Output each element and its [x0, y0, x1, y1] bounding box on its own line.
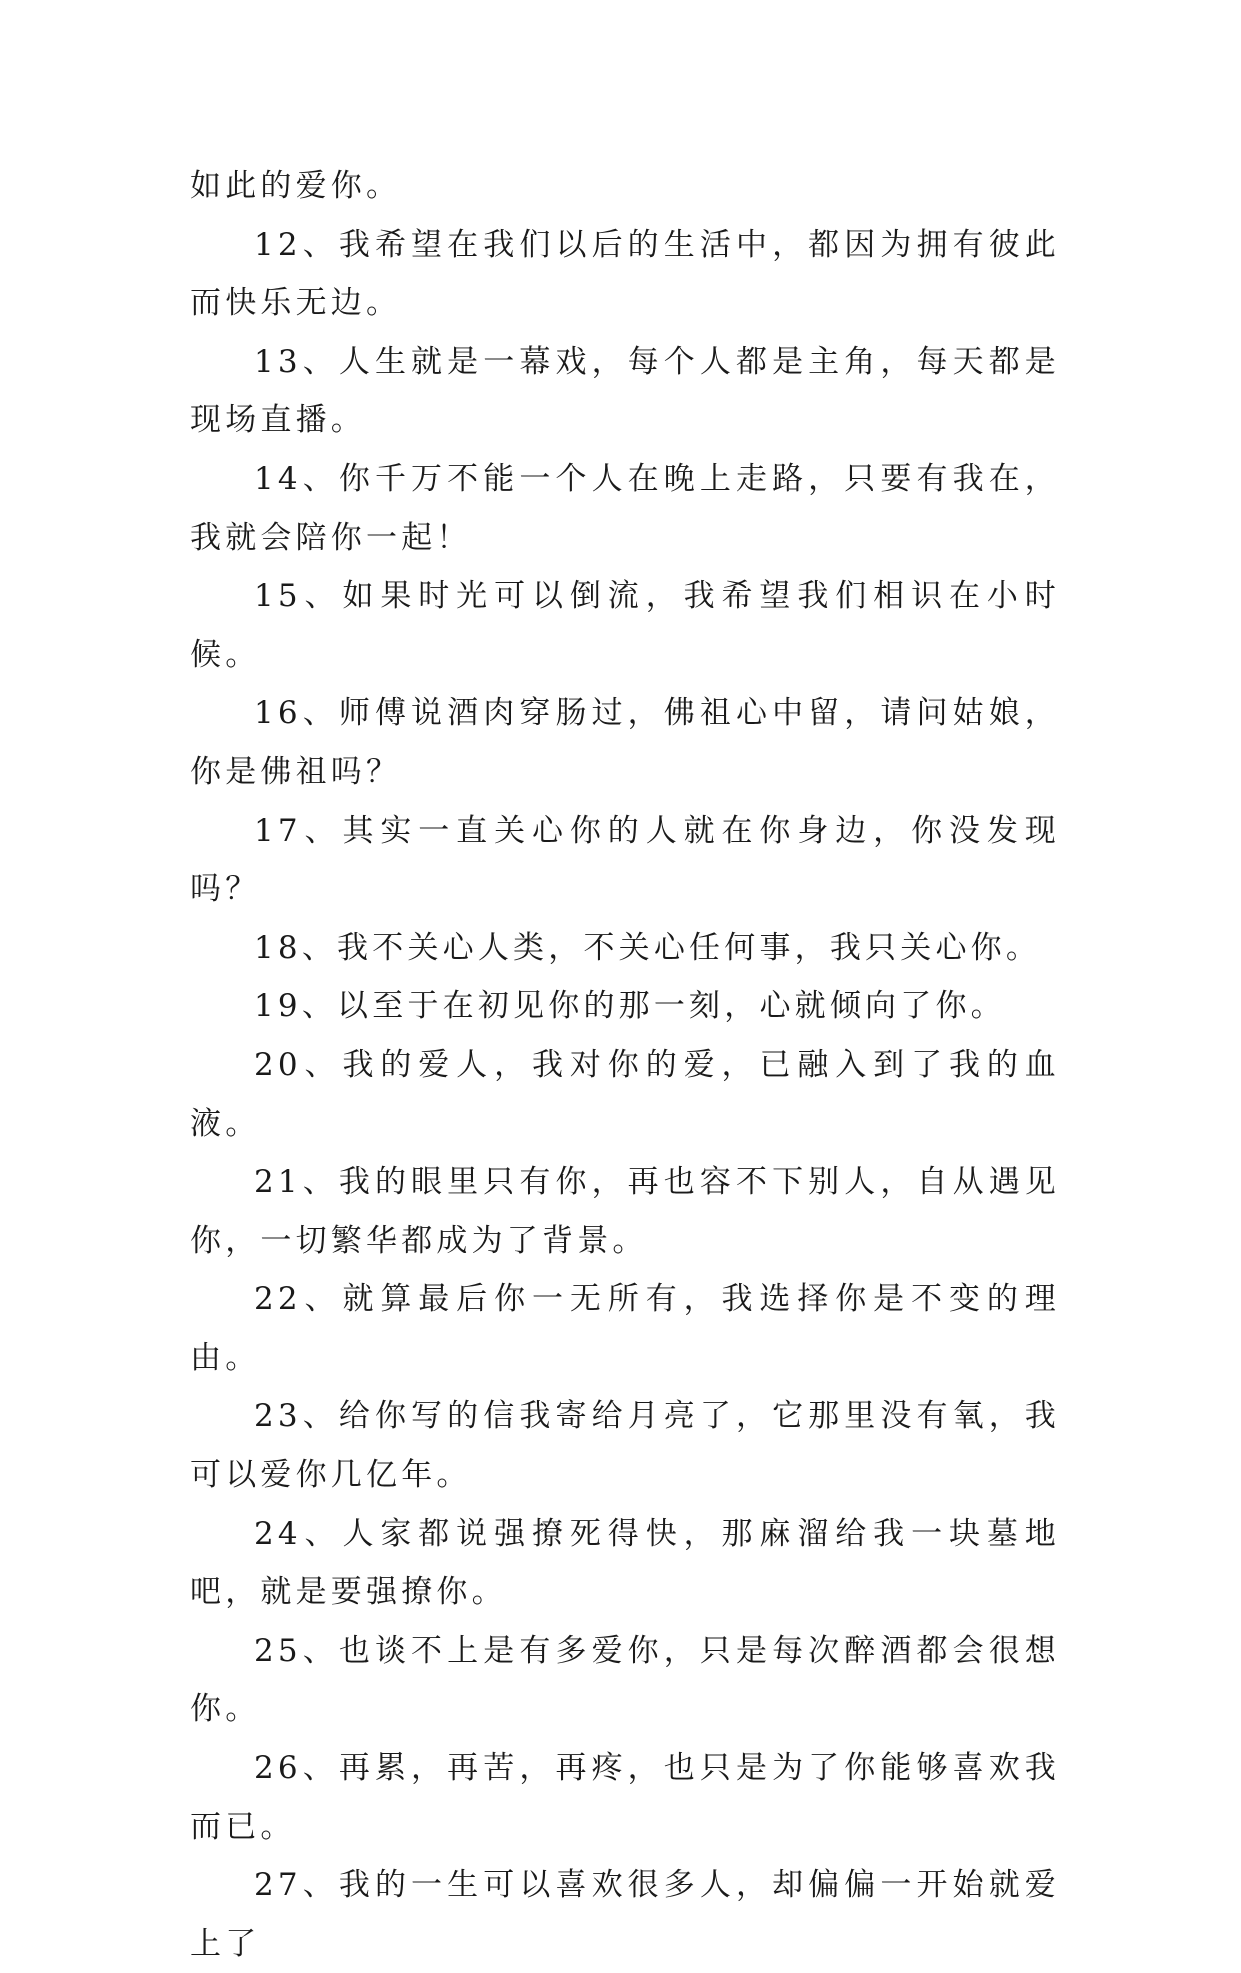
document-body: [190, 157, 1060, 1973]
paragraph-item-15: 15、如果时光可以倒流，我希望我们相识在小时候。: [190, 578, 1060, 673]
paragraph-item-21: 21、我的眼里只有你，再也容不下别人，自从遇见你，一切繁华都成为了背景。: [190, 1164, 1060, 1259]
paragraph-item-26: 26、再累，再苦，再疼，也只是为了你能够喜欢我而已。: [190, 1750, 1060, 1845]
paragraph-item-24: 24、人家都说强撩死得快，那麻溜给我一块墓地吧，就是要强撩你。: [190, 1515, 1060, 1611]
paragraph-item-25: 25、也谈不上是有多爱你，只是每次醉酒都会很想你。: [190, 1632, 1060, 1728]
paragraph-item-22: 22、就算最后你一无所有，我选择你是不变的理由。: [190, 1281, 1060, 1376]
paragraph-item-13: 13、人生就是一幕戏，每个人都是主角，每天都是现场直播。: [190, 343, 1060, 439]
paragraph-item-16: 16、师傅说酒肉穿肠过，佛祖心中留，请问姑娘，你是佛祖吗？: [190, 695, 1060, 790]
paragraph-continuation: 如此的爱你。: [190, 168, 402, 204]
paragraph-item-27: 27、我的一生可以喜欢很多人，却偏偏一开始就爱上了: [190, 1867, 1060, 1962]
paragraph-item-23: 23、给你写的信我寄给月亮了，它那里没有氧，我可以爱你几亿年。: [190, 1398, 1060, 1494]
paragraph-item-12: 12、我希望在我们以后的生活中，都因为拥有彼此而快乐无边。: [190, 226, 1060, 322]
paragraph-item-18: 18、我不关心人类，不关心任何事，我只关心你。: [254, 929, 1042, 966]
paragraph-item-17: 17、其实一直关心你的人就在你身边，你没发现吗？: [190, 812, 1060, 908]
paragraph-item-20: 20、我的爱人，我对你的爱，已融入到了我的血液。: [190, 1046, 1060, 1142]
paragraph-item-14: 14、你千万不能一个人在晚上走路，只要有我在，我就会陪你一起！: [190, 460, 1060, 556]
paragraph-item-19: 19、以至于在初见你的那一刻，心就倾向了你。: [254, 988, 1006, 1025]
